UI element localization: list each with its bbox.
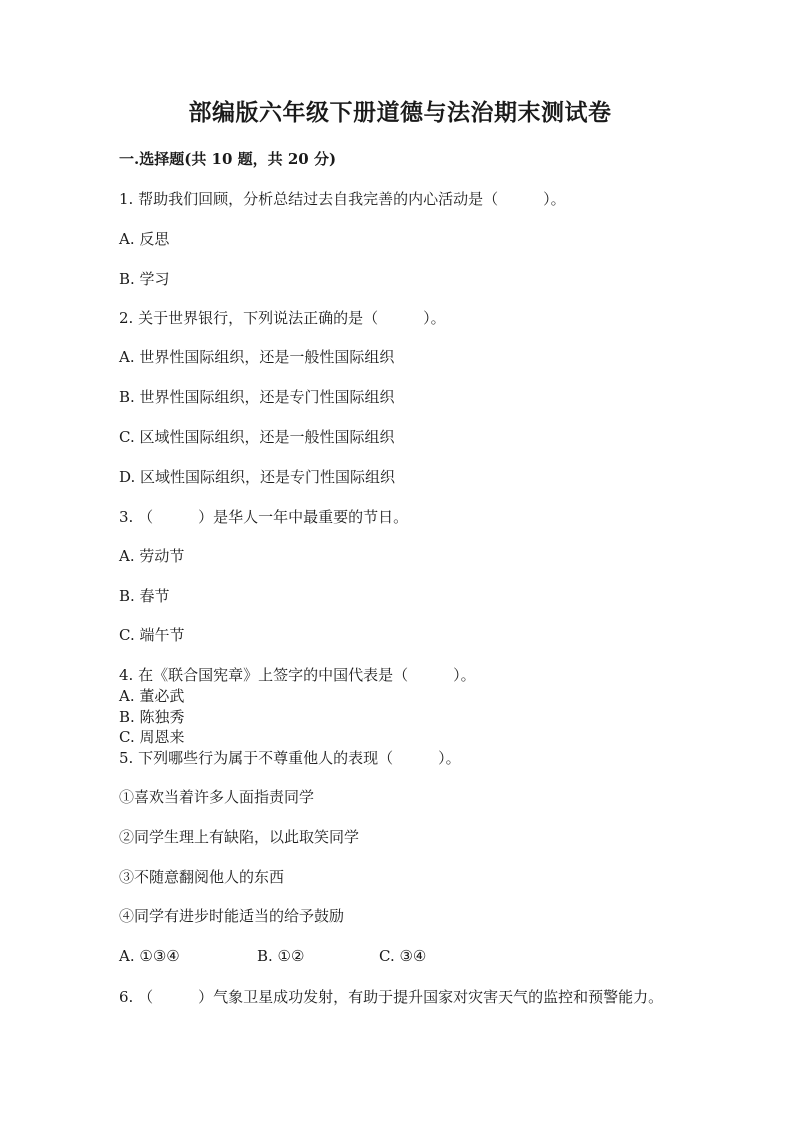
question-1-option-b: B. 学习 — [119, 270, 170, 288]
question-2-option-c: C. 区域性国际组织，还是一般性国际组织 — [119, 428, 395, 446]
question-2-option-b: B. 世界性国际组织，还是专门性国际组织 — [119, 388, 395, 406]
question-3-option-a: A. 劳动节 — [119, 547, 185, 565]
question-1-option-a: A. 反思 — [119, 230, 170, 248]
question-5-option-b: B. ①② — [257, 947, 305, 965]
question-5-item-4: ④同学有进步时能适当的给予鼓励 — [119, 907, 345, 925]
question-5-item-1: ①喜欢当着许多人面指责同学 — [119, 788, 315, 806]
question-4-option-c: C. 周恩来 — [119, 728, 185, 746]
question-3-option-c: C. 端午节 — [119, 626, 185, 644]
question-1-stem: 1. 帮助我们回顾，分析总结过去自我完善的内心活动是（ ）。 — [119, 190, 566, 208]
question-4-option-a: A. 董必武 — [119, 687, 185, 705]
question-4-option-b: B. 陈独秀 — [119, 708, 185, 726]
question-4-stem: 4. 在《联合国宪章》上签字的中国代表是（ ）。 — [119, 666, 476, 684]
section-heading: 一.选择题(共 10 题，共 20 分) — [119, 150, 337, 168]
question-5-item-2: ②同学生理上有缺陷，以此取笑同学 — [119, 828, 360, 846]
question-2-option-a: A. 世界性国际组织，还是一般性国际组织 — [119, 348, 395, 366]
page-title: 部编版六年级下册道德与法治期末测试卷 — [188, 99, 612, 126]
question-2-option-d: D. 区域性国际组织，还是专门性国际组织 — [119, 468, 396, 486]
question-5-stem: 5. 下列哪些行为属于不尊重他人的表现（ ）。 — [119, 749, 461, 767]
question-5-option-c: C. ③④ — [379, 947, 427, 965]
question-5-item-3: ③不随意翻阅他人的东西 — [119, 868, 285, 886]
question-3-stem: 3. （ ）是华人一年中最重要的节日。 — [119, 508, 409, 526]
question-5-option-a: A. ①③④ — [119, 947, 180, 965]
question-6-stem: 6. （ ）气象卫星成功发射，有助于提升国家对灾害天气的监控和预警能力。 — [119, 988, 664, 1006]
question-2-stem: 2. 关于世界银行，下列说法正确的是（ ）。 — [119, 309, 446, 327]
question-3-option-b: B. 春节 — [119, 587, 170, 605]
